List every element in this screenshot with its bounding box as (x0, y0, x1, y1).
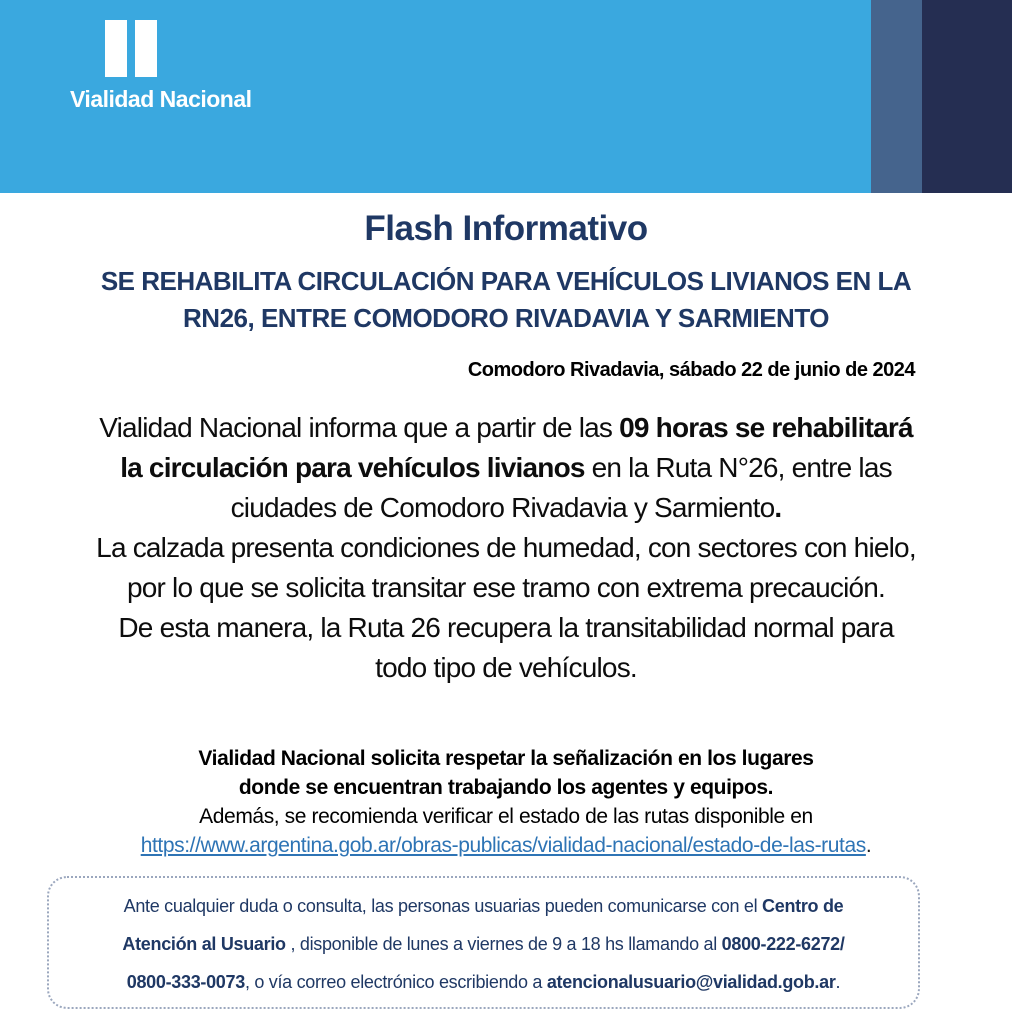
header-blue-band (0, 0, 871, 193)
body-text-segment: por lo que se solicita transitar ese tramo con extrema precaución. (126, 572, 886, 603)
notice-line-3: Además, se recomienda verificar el estado de las rutas disponible en (199, 805, 813, 828)
logo-bar-right (135, 20, 157, 77)
body-line (0, 488, 1012, 528)
logo-bar-left (105, 20, 127, 77)
body-line (0, 408, 1012, 448)
contact-text-segment: , disponible de lunes a viernes de 9 a 18 hs llamando al (285, 934, 722, 954)
body-line (0, 608, 1012, 648)
header-stripe-slate (871, 0, 922, 193)
body-text-segment: todo tipo de vehículos. (375, 652, 637, 683)
header-stripe-navy (922, 0, 1012, 193)
body-text-segment-bold: . (774, 492, 782, 523)
contact-text-segment-bold: Atención al Usuario (122, 934, 286, 954)
page-title: Flash Informativo (364, 209, 648, 248)
body-text-segment: La calzada presenta condiciones de humedad, con sectores con hielo, (96, 532, 916, 563)
contact-email: atencionalusuario@vialidad.gob.ar (546, 972, 836, 992)
header-banner (0, 0, 1012, 193)
body-text-segment: Vialidad Nacional informa que a partir de las (99, 412, 620, 443)
contact-line (59, 963, 908, 1001)
contact-text-segment: . (835, 972, 841, 992)
body-line (0, 568, 1012, 608)
headline (0, 263, 1012, 337)
body-text-segment: ciudades de Comodoro Rivadavia y Sarmiento (230, 492, 775, 523)
document-body (0, 209, 1012, 1009)
contact-phone-number: 0800-333-0073 (126, 972, 245, 992)
body-line (0, 528, 1012, 568)
body-text-segment: De esta manera, la Ruta 26 recupera la transitabilidad normal para (118, 612, 894, 643)
headline-line-1: SE REHABILITA CIRCULACIÓN PARA VEHÍCULOS LIVIANOS EN LA (100, 266, 912, 296)
body-line (0, 648, 1012, 688)
contact-line (59, 925, 908, 963)
double-vertical-bars-icon (105, 20, 252, 77)
body-paragraph (0, 408, 1012, 688)
contact-box (47, 876, 920, 1009)
link-period: . (865, 834, 872, 857)
notice-line-1: Vialidad Nacional solicita respetar la señalización en los lugares (198, 747, 814, 770)
contact-text-segment: , o vía correo electrónico escribiendo a (244, 972, 547, 992)
contact-phone-number: 0800-222-6272/ (721, 934, 845, 954)
body-line (0, 448, 1012, 488)
vialidad-nacional-logo (70, 20, 252, 113)
body-text-segment: en la Ruta N°26, entre las (584, 452, 892, 483)
signage-notice (0, 744, 1012, 860)
dateline: Comodoro Rivadavia, sábado 22 de junio de 2024 (467, 359, 915, 381)
contact-line (59, 887, 908, 925)
contact-text-segment-bold: Centro de (762, 896, 844, 916)
notice-line-2: donde se encuentran trabajando los agentes y equipos. (238, 776, 774, 799)
body-text-segment-bold: 09 horas se rehabilitará (619, 412, 913, 443)
body-text-segment-bold: la circulación para vehículos livianos (120, 452, 585, 483)
logo-text: Vialidad Nacional (70, 86, 252, 112)
contact-text-segment: Ante cualquier duda o consulta, las personas usuarias pueden comunicarse con el (123, 896, 763, 916)
notice-link-line (0, 831, 1012, 860)
estado-de-las-rutas-link[interactable]: https://www.argentina.gob.ar/obras-publicas/vialidad-nacional/estado-de-las-rutas (140, 834, 866, 857)
headline-line-2: RN26, ENTRE COMODORO RIVADAVIA Y SARMIENTO (183, 303, 829, 333)
